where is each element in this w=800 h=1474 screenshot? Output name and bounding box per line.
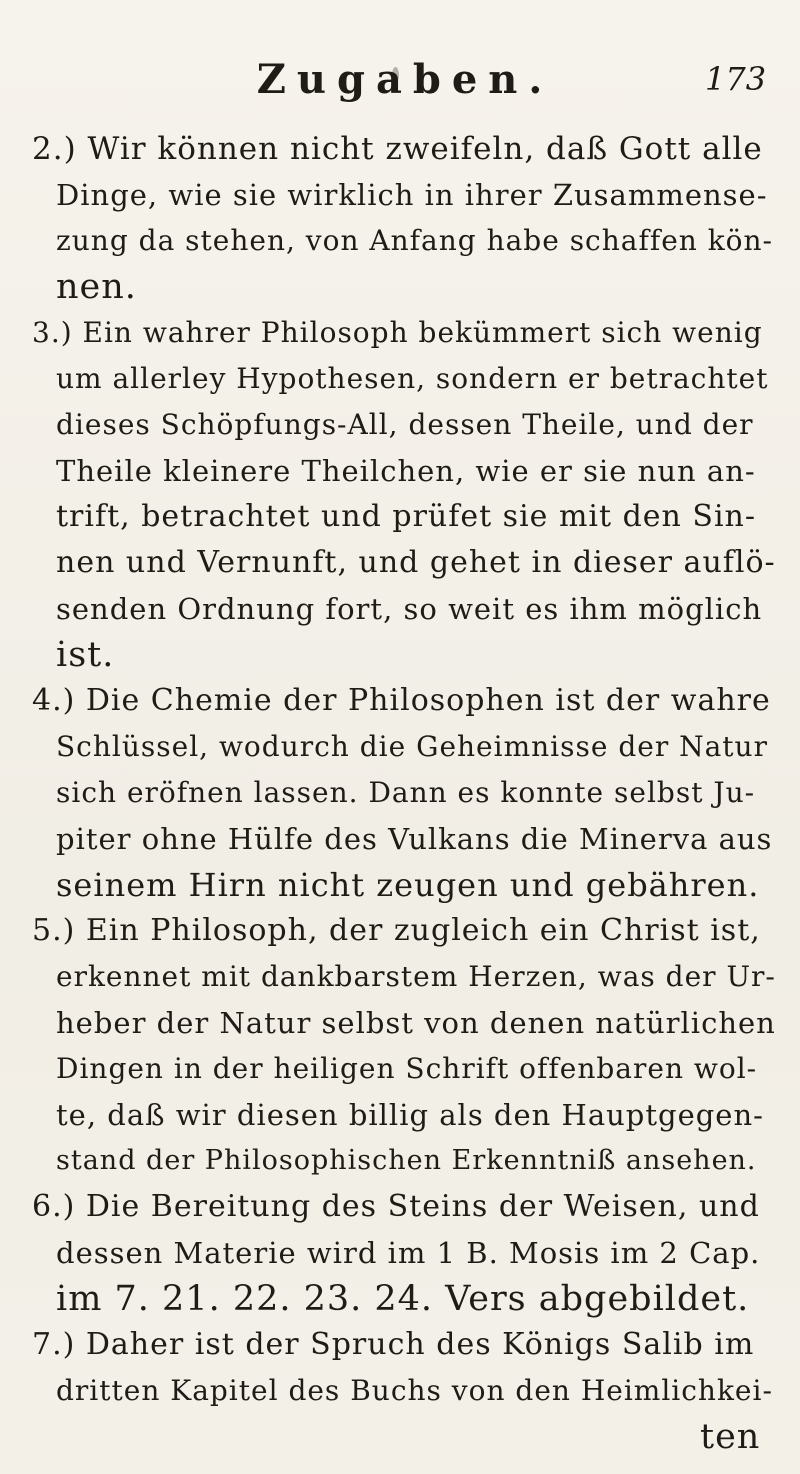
text-line: Dingen in der heiligen Schrift offenbaren wol- bbox=[56, 1052, 758, 1085]
text-line: te, daß wir diesen billig als den Hauptgegen- bbox=[56, 1098, 764, 1132]
text-line: um allerley Hypothesen, sondern er betrachtet bbox=[56, 362, 769, 395]
page-number: 173 bbox=[705, 60, 767, 98]
page-header bbox=[0, 55, 800, 105]
text-line: 6.) Die Bereitung des Steins der Weisen, und bbox=[32, 1189, 760, 1224]
text-line: piter ohne Hülfe des Vulkans die Minerva aus bbox=[56, 822, 773, 856]
text-line: trift, betrachtet und prüfet sie mit den Sin- bbox=[56, 499, 757, 534]
text-line: 4.) Die Chemie der Philosophen ist der wahre bbox=[32, 683, 771, 718]
text-line: nen und Vernunft, und gehet in dieser auflö- bbox=[56, 545, 776, 580]
text-line: ist. bbox=[56, 635, 115, 675]
text-line: erkennet mit dankbarstem Herzen, was der Ur- bbox=[56, 960, 776, 993]
text-line: nen. bbox=[56, 267, 137, 307]
text-line: zung da stehen, von Anfang habe schaffen kön- bbox=[56, 224, 774, 257]
text-line: heber der Natur selbst von denen natürlichen bbox=[56, 1006, 776, 1040]
text-line: dessen Materie wird im 1 B. Mosis im 2 Cap. bbox=[56, 1236, 761, 1270]
text-line: 7.) Daher ist der Spruch des Königs Salib im bbox=[32, 1327, 755, 1362]
running-title: Zugaben. bbox=[256, 56, 554, 103]
text-line: im 7. 21. 22. 23. 24. Vers abgebildet. bbox=[56, 1279, 750, 1319]
text-line: Theile kleinere Theilchen, wie er sie nun an- bbox=[56, 454, 756, 488]
text-line: dritten Kapitel des Buchs von den Heimlichkei- bbox=[56, 1374, 773, 1407]
catchword: ten bbox=[700, 1417, 761, 1457]
text-line: stand der Philosophischen Erkenntniß ansehen. bbox=[56, 1145, 757, 1176]
text-line: 2.) Wir können nicht zweifeln, daß Gott alle bbox=[32, 131, 763, 167]
text-line: dieses Schöpfungs-All, dessen Theile, und der bbox=[56, 408, 754, 441]
text-line: Dinge, wie sie wirklich in ihrer Zusammense- bbox=[56, 178, 768, 212]
text-line: 5.) Ein Philosoph, der zugleich ein Christ ist, bbox=[32, 913, 761, 948]
text-line: seinem Hirn nicht zeugen und gebähren. bbox=[56, 866, 760, 904]
text-line: Schlüssel, wodurch die Geheimnisse der Natur bbox=[56, 730, 768, 763]
text-line: 3.) Ein wahrer Philosoph bekümmert sich wenig bbox=[32, 316, 763, 349]
text-line: senden Ordnung fort, so weit es ihm möglich bbox=[56, 592, 763, 626]
text-line: sich eröfnen lassen. Dann es konnte selbst Ju- bbox=[56, 776, 756, 809]
